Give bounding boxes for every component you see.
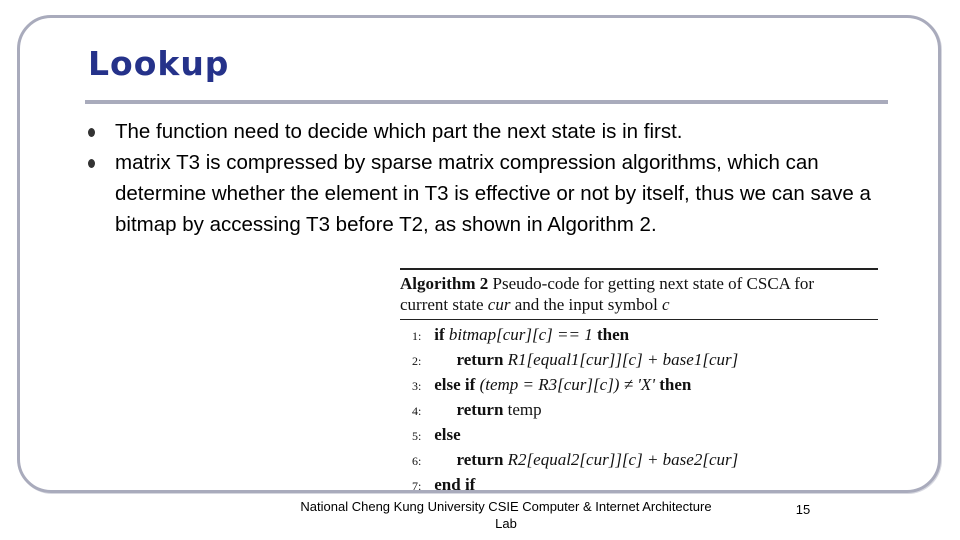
caption-text-1: Pseudo-code for getting next state of CSCA for bbox=[492, 274, 815, 293]
algorithm-label: Algorithm 2 bbox=[400, 274, 489, 293]
page-number: 15 bbox=[795, 502, 811, 517]
algorithm-line bbox=[400, 373, 878, 398]
line-keyword: if bbox=[434, 325, 445, 344]
line-keyword-then: then bbox=[596, 325, 630, 344]
bullet-text: The function need to decide which part the next state is in first. bbox=[115, 120, 683, 143]
algorithm-line bbox=[400, 423, 878, 448]
line-keyword: return bbox=[456, 350, 504, 369]
line-keyword: return bbox=[456, 450, 504, 469]
algorithm-line bbox=[400, 398, 878, 423]
caption-text-2: current state bbox=[400, 295, 484, 314]
line-keyword: end if bbox=[434, 475, 476, 494]
bullet-item bbox=[88, 147, 888, 240]
line-number: 5: bbox=[412, 429, 422, 443]
slide-footer: National Cheng Kung University CSIE Computer & Internet Architecture Lab bbox=[300, 499, 712, 531]
algorithm-caption bbox=[400, 270, 878, 315]
line-expression: bitmap[cur][c] == 1 bbox=[448, 325, 593, 344]
bullet-dot-icon bbox=[88, 128, 95, 137]
algorithm-figure bbox=[400, 268, 878, 498]
title-divider bbox=[85, 100, 888, 104]
line-number: 6: bbox=[412, 454, 422, 468]
line-number: 2: bbox=[412, 354, 422, 368]
algorithm-line bbox=[400, 323, 878, 348]
line-number: 3: bbox=[412, 379, 422, 393]
line-expression: R2[equal2[cur]][c] + base2[cur] bbox=[507, 450, 739, 469]
algorithm-line bbox=[400, 473, 878, 498]
caption-text-3: and the input symbol bbox=[514, 295, 658, 314]
line-number: 7: bbox=[412, 479, 422, 493]
line-expression: R1[equal1[cur]][c] + base1[cur] bbox=[507, 350, 739, 369]
bullet-text: matrix T3 is compressed by sparse matrix compression algorithms, which can determine whether the element in T3 is effective or not by itself, thus we can save a bitmap by accessing T3 before T2, as shown in Algorithm 2. bbox=[115, 151, 871, 236]
caption-var-c: c bbox=[662, 295, 670, 314]
bullet-item bbox=[88, 116, 888, 147]
line-keyword: else if bbox=[434, 375, 476, 394]
line-keyword: return bbox=[456, 400, 504, 419]
caption-var-cur: cur bbox=[487, 295, 511, 314]
line-keyword-then: then bbox=[659, 375, 692, 394]
algorithm-line bbox=[400, 448, 878, 473]
bullet-dot-icon bbox=[88, 159, 95, 168]
slide-title: Lookup bbox=[88, 44, 230, 83]
algorithm-line bbox=[400, 348, 878, 373]
bullet-list bbox=[88, 116, 888, 240]
line-expression: temp bbox=[507, 400, 542, 419]
algorithm-lines bbox=[400, 320, 878, 498]
line-number: 1: bbox=[412, 329, 422, 343]
line-number: 4: bbox=[412, 404, 422, 418]
line-keyword: else bbox=[434, 425, 461, 444]
line-expression: (temp = R3[cur][c]) ≠ 'X' bbox=[479, 375, 655, 394]
